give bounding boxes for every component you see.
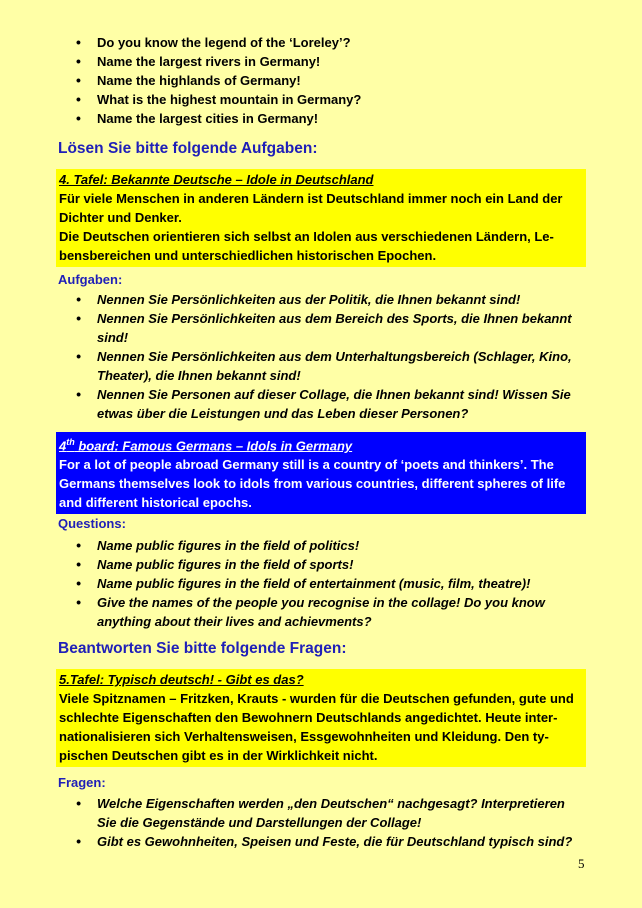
list-item: • Name public figures in the field of entertainment (music, film, theatre)! [0,574,545,593]
board-5-german-box [56,669,586,767]
fragen-label: Fragen: [58,775,106,790]
aufgaben-label: Aufgaben: [58,272,123,287]
box-title: 4th board: Famous Germans – Idols in Germany [59,437,353,454]
list-item: • Nennen Sie Personen auf dieser Collage, die Ihnen bekannt sind! Wissen Sie etwas über die Leistungen und das Leben dieser Personen? [0,385,572,423]
box-line: Germans themselves look to idols from various countries, different spheres of life [59,476,566,492]
list-item: • Name the largest cities in Germany! [0,109,361,128]
box-line: schlechte Eigenschaften den Bewohnern Deutschlands angedichtet. Heute inter- [59,710,558,725]
box-line: Dichter und Denker. [59,210,182,225]
box-line: and different historical epochs. [59,495,252,511]
box-line: bensbereichen und unterschiedlichen historischen Epochen. [59,248,437,263]
list-item: • Nennen Sie Persönlichkeiten aus dem Bereich des Sports, die Ihnen bekannt sind! [0,309,572,347]
aufgaben-list [0,290,572,423]
list-item: • Gibt es Gewohnheiten, Speisen und Feste, die für Deutschland typisch sind? [0,832,572,851]
box-line: For a lot of people abroad Germany still is a country of ‘poets and thinkers’. The [59,457,554,473]
top-question-list [0,33,361,128]
list-item: • Do you know the legend of the ‘Loreley’? [0,33,361,52]
list-item: • Name public figures in the field of sports! [0,555,545,574]
fragen-list [0,794,572,851]
section-heading-fragen: Beantworten Sie bitte folgende Fragen: [58,640,347,657]
list-item: • Give the names of the people you recognise in the collage! Do you know anything about their lives and achievments? [0,593,545,631]
questions-list [0,536,545,631]
box-line: Die Deutschen orientieren sich selbst an Idolen aus verschiedenen Ländern, Le- [59,229,554,244]
list-item: • Welche Eigenschaften werden „den Deutschen“ nachgesagt? Interpretieren Sie die Gegenstände und Darstellungen der Collage! [0,794,572,832]
list-item: • Name public figures in the field of politics! [0,536,545,555]
page-number: 5 [578,856,585,871]
box-line: pischen Deutschen gibt es in der Wirklichkeit nicht. [59,748,378,763]
section-heading-aufgaben: Lösen Sie bitte folgende Aufgaben: [58,140,318,157]
box-line: Für viele Menschen in anderen Ländern ist Deutschland immer noch ein Land der [59,191,563,206]
list-item: • Name the highlands of Germany! [0,71,361,90]
list-item: • Nennen Sie Persönlichkeiten aus dem Unterhaltungsbereich (Schlager, Kino, Theater), die Ihnen bekannt sind! [0,347,572,385]
box-line: nationalisieren sich Verhaltensweisen, Essgewohnheiten und Kleidung. Den ty- [59,729,549,744]
list-item: • What is the highest mountain in Germany? [0,90,361,109]
questions-label: Questions: [58,516,126,531]
list-item: • Name the largest rivers in Germany! [0,52,361,71]
box-line: Viele Spitznamen – Fritzken, Krauts - wurden für die Deutschen gefunden, gute und [59,691,574,706]
box-title: 4. Tafel: Bekannte Deutsche – Idole in Deutschland [59,172,374,187]
board-4-english-box [56,432,586,514]
list-item: • Nennen Sie Persönlichkeiten aus der Politik, die Ihnen bekannt sind! [0,290,572,309]
box-title: 5.Tafel: Typisch deutsch! - Gibt es das? [59,672,304,687]
board-4-german-box [56,169,586,267]
